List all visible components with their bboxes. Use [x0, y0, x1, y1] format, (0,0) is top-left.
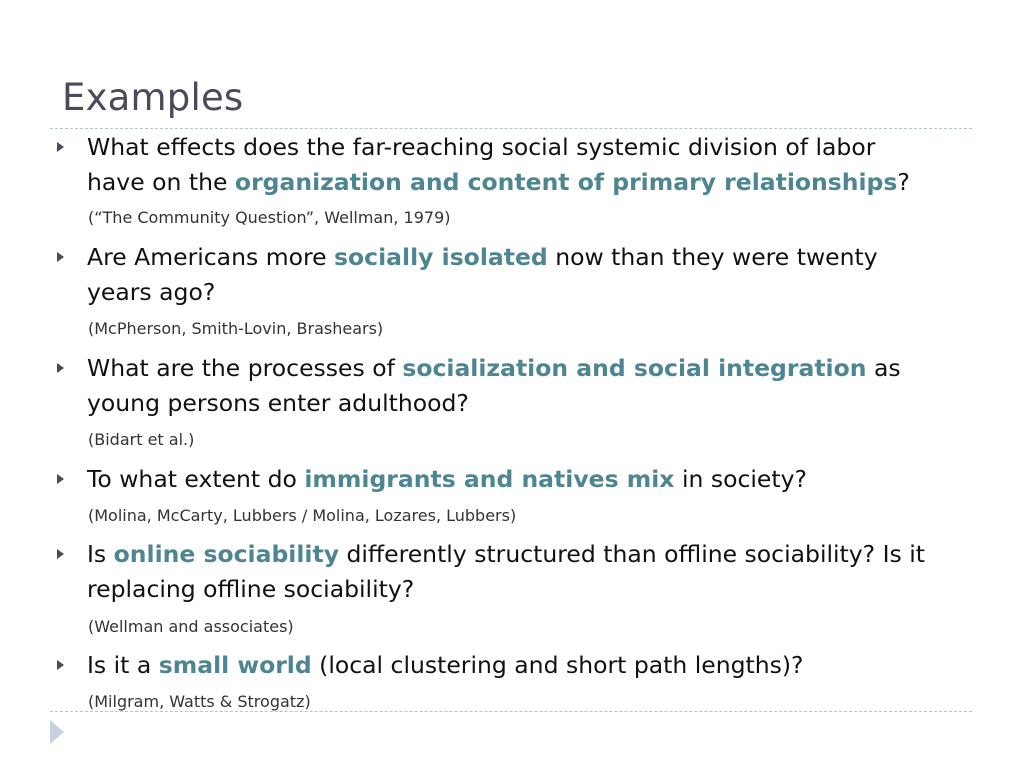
bullet-text-line: What effects does the far-reaching social systemic division of labor: [87, 133, 876, 161]
citation: (Wellman and associates): [88, 617, 294, 636]
highlight-phrase: socially isolated: [334, 243, 548, 271]
bullet-text-line: have on the organization and content of primary relationships?: [87, 168, 910, 196]
footer-divider: [50, 711, 972, 712]
bullet-arrow-icon: [57, 549, 64, 559]
citation: (Milgram, Watts & Strogatz): [88, 692, 311, 711]
bullet-text-line: Is it a small world (local clustering and short path lengths)?: [87, 651, 804, 679]
bullet-text-line: years ago?: [87, 278, 216, 306]
citation: (McPherson, Smith-Lovin, Brashears): [88, 319, 384, 338]
highlight-phrase: small world: [158, 651, 312, 679]
bullet-text-line: Is online sociability differently structured than offline sociability? Is it: [87, 540, 925, 568]
highlight-phrase: immigrants and natives mix: [304, 465, 675, 493]
citation: (Bidart et al.): [88, 430, 195, 449]
bullet-text-line: To what extent do immigrants and natives mix in society?: [87, 465, 807, 493]
citation: (Molina, McCarty, Lubbers / Molina, Lozares, Lubbers): [88, 506, 517, 525]
bullet-arrow-icon: [57, 252, 64, 262]
next-slide-arrow-icon[interactable]: [50, 720, 64, 744]
bullet-arrow-icon: [57, 660, 64, 670]
bullet-text-line: young persons enter adulthood?: [87, 389, 469, 417]
highlight-phrase: organization and content of primary relationships: [234, 168, 898, 196]
bullet-arrow-icon: [57, 142, 64, 152]
citation: (“The Community Question”, Wellman, 1979): [88, 208, 451, 227]
bullet-text-line: Are Americans more socially isolated now than they were twenty: [87, 243, 878, 271]
bullet-text-line: What are the processes of socialization and social integration as: [87, 354, 901, 382]
title-divider: [50, 128, 972, 129]
bullet-arrow-icon: [57, 474, 64, 484]
highlight-phrase: socialization and social integration: [402, 354, 867, 382]
bullet-text-line: replacing offline sociability?: [87, 575, 415, 603]
bullet-arrow-icon: [57, 363, 64, 373]
slide-title: Examples: [62, 76, 244, 119]
highlight-phrase: online sociability: [113, 540, 340, 568]
